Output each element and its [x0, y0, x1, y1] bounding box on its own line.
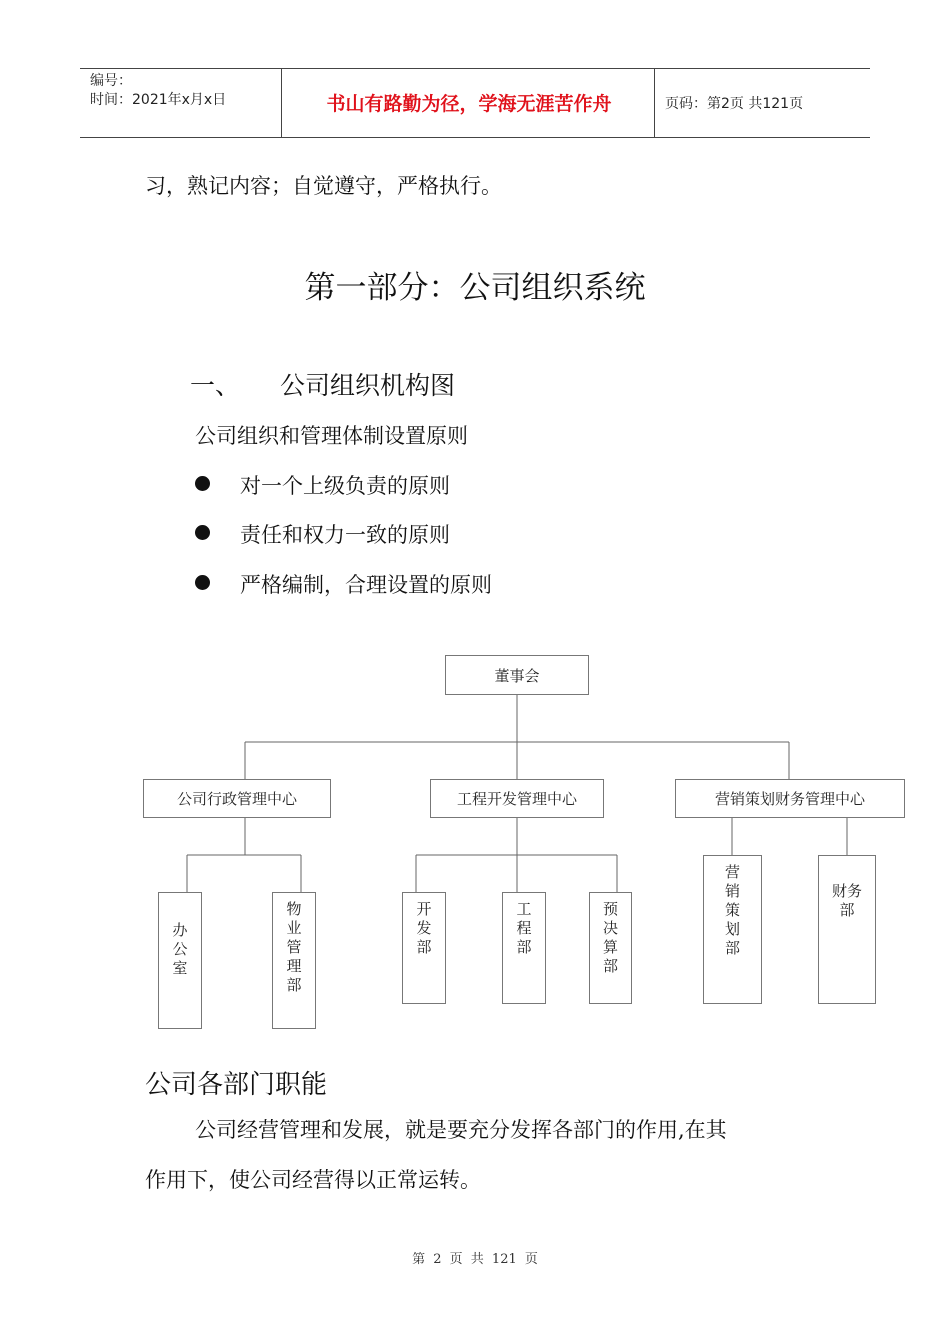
continued-text: 习，熟记内容；自觉遵守，严格执行。: [145, 174, 502, 198]
section2-title: 公司各部门职能: [145, 1070, 328, 1100]
list-item-text: 责任和权力一致的原则: [240, 523, 450, 547]
org-node-label: 董事会: [494, 666, 540, 685]
org-node-marketing-dept: [703, 855, 762, 1004]
org-node-admin-center: [143, 779, 331, 818]
header-time-label: 时间：2021年x月x日: [90, 92, 227, 108]
org-node-label: 物业管理部: [286, 900, 302, 994]
org-node-label: 工程部: [516, 900, 532, 956]
org-node-label: 开发部: [416, 900, 432, 956]
list-item-text: 严格编制，合理设置的原则: [240, 573, 492, 597]
principles-intro: 公司组织和管理体制设置原则: [195, 424, 468, 448]
org-node-label: 营销策划部: [724, 863, 740, 957]
org-node-marketing-finance-center: [675, 779, 905, 818]
org-node-label: 营销策划财务管理中心: [714, 790, 865, 808]
header-page-info: 页码：第2页 共121页: [665, 96, 804, 112]
org-node-finance-dept: [818, 855, 876, 1004]
org-node-engineering-dept: [502, 892, 546, 1004]
section-title: 公司组织机构图: [280, 371, 456, 400]
section2-paragraph-line: 公司经营管理和发展，就是要充分发挥各部门的作用,在其: [195, 1118, 727, 1142]
org-node-label: 预决算部: [602, 900, 618, 975]
org-node-office: [158, 892, 202, 1029]
org-node-engineering-center: [430, 779, 604, 818]
org-node-label: 公司行政管理中心: [176, 790, 297, 808]
org-node-development-dept: [402, 892, 446, 1004]
org-node-property-dept: [272, 892, 316, 1029]
header-number-label: 编号：: [90, 73, 132, 89]
section2-paragraph-line: 作用下，使公司经营得以正常运转。: [145, 1168, 481, 1192]
header-motto: 书山有路勤为径，学海无涯苦作舟: [326, 93, 612, 115]
org-node-label: 工程开发管理中心: [456, 790, 577, 808]
page-footer: 第 2 页 共 121 页: [412, 1252, 538, 1267]
org-node-budget-dept: [589, 892, 632, 1004]
org-node-label: 财务部: [831, 882, 862, 919]
list-item-text: 对一个上级负责的原则: [240, 474, 450, 498]
org-node-board: [445, 655, 589, 695]
part-title: 第一部分：公司组织系统: [304, 270, 646, 306]
section-number: 一、: [190, 371, 241, 400]
org-node-label: 办公室: [172, 921, 188, 977]
